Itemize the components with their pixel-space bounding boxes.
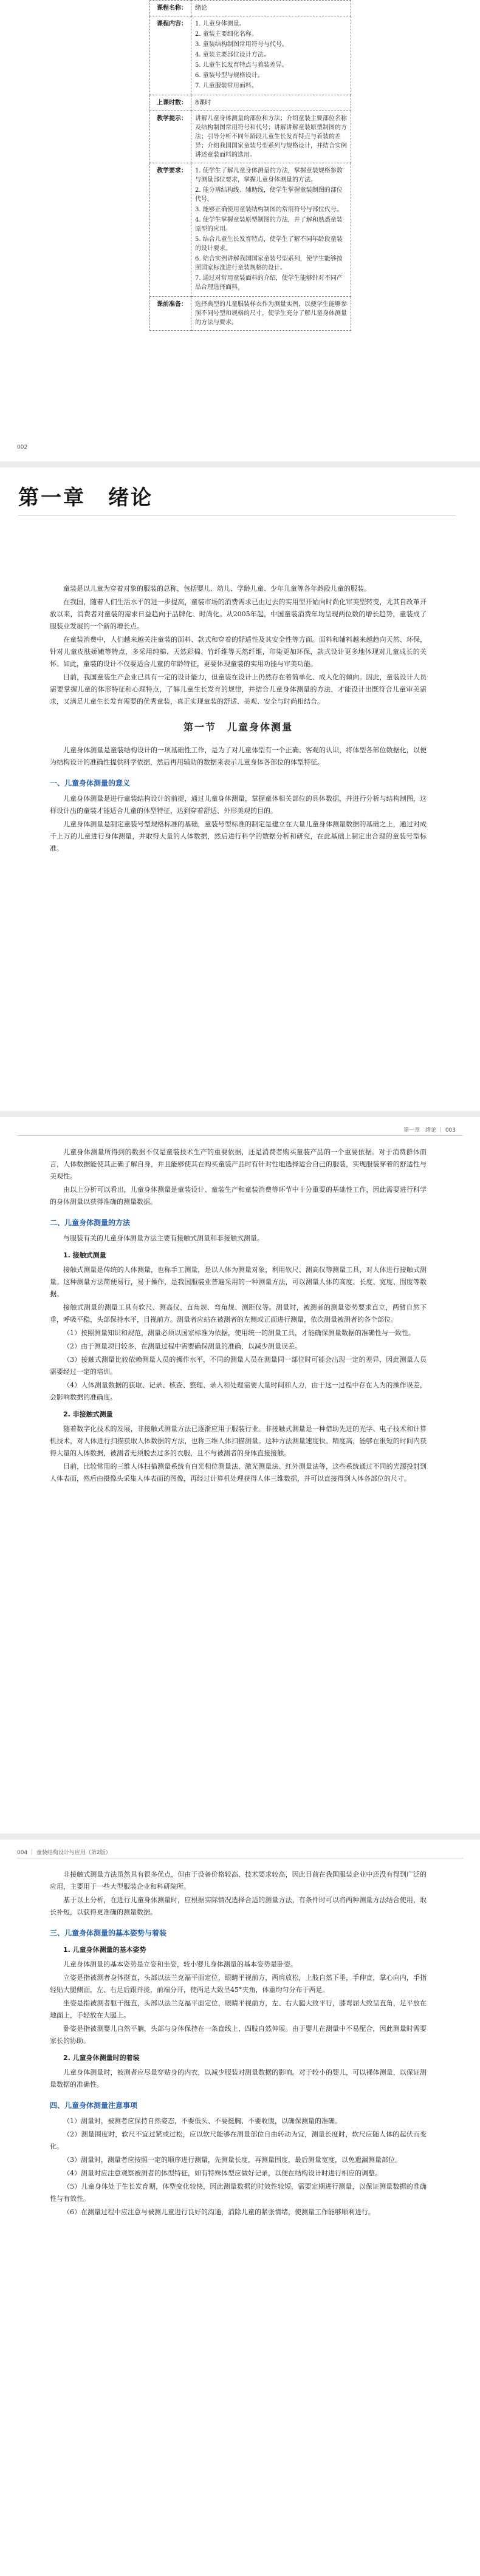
- chapter-title: 第一章 绪论: [18, 486, 153, 510]
- class-preparation-value: 选择典型的儿童服装样衣作为测量实例，以便学生能够参照不同号型和规格的尺寸，使学生充分了解儿童身体测量的方法与要求。: [191, 297, 351, 331]
- list-item: 4. 童装主要部位设计方法。: [195, 52, 270, 58]
- list-item: 6. 结合实例讲解我国国家童装号型系列，使学生能够按照国家标准进行童装规格的设计。: [195, 256, 343, 271]
- class-preparation-label: 课前准备：: [150, 297, 191, 331]
- paragraph: 儿童身体测量时，被测者应尽量穿贴身的内衣，以减少服装对测量数据的影响。对于较小的婴儿，可以裸体测量，以保证测量数据的准确性。: [50, 2068, 427, 2088]
- intro-paragraph: 目前，我国童装生产企业已具有一定的设计能力，但童装在设计上仍然存在着简单化、成人化的倾向。因此，童装设计人员需要掌握儿童的体形特征和心理特点，了解儿童生长发育的规律，并结合儿童身体测量的方法，才能设计出既符合儿童审美需求，又满足儿童生长发育需要的优秀童装，真正实现童装的舒适、美观、安全与时尚相结合。: [50, 673, 427, 705]
- page-chapter-opening: [0, 467, 480, 1111]
- list-item: 7. 通过对常用童装面料的介绍，使学生能够针对不同产品合理选择面料。: [195, 275, 343, 291]
- course-info-table: [149, 0, 351, 331]
- intro-paragraph: 在我国，随着人们生活水平的进一步提高，童装市场的消费需求已由过去的实用型开始向时尚化审美型转变，尤其自改革开放以来，消费者对童装的需求日益趋向于品牌化、时尚化。从2005年起，中国童装消费年均呈现两位数的增长趋势，童装成了服装业发展的一个新的增长点。: [50, 598, 427, 630]
- note-item: （6）在测量过程中应注意与被测儿童进行良好的沟通，消除儿童的紧张情绪，使测量工作能够顺利进行。: [63, 2208, 375, 2216]
- list-item: 5. 结合儿童生长发育特点，使学生了解不同年龄段童装的设计要求。: [195, 236, 343, 252]
- course-name-label: 课程名称：: [150, 1, 191, 16]
- note-item: （4）测量时应注意观察被测者的体型特征，如有特殊体型应做好记录，以便在结构设计时进行相应的调整。: [63, 2169, 382, 2177]
- paragraph: 非接触式测量方法虽然具有很多优点，但由于设备价格较高、技术要求较高，因此目前在我国服装企业中还没有得到广泛的应用，主要用于一些大型服装企业和科研院所。: [50, 1871, 427, 1891]
- list-item: 5. 儿童生长发育特点与着装差异。: [195, 62, 288, 69]
- page-number: 002: [17, 444, 28, 450]
- paragraph: 与服装有关的儿童身体测量方法主要有接触式测量和非接触式测量。: [63, 1234, 264, 1242]
- list-item: 2. 能分辨结构线、辅助线，使学生掌握童装制图的部位代号。: [195, 187, 343, 203]
- list-item: 6. 童装号型与规格设计。: [195, 72, 264, 79]
- paragraph: 坐姿是指被测者躯干挺直，头部以法兰克福平面定位，眼睛平视前方，左、右大腿大致平行，膝弯屈大致呈直角，足平放在地面上，手轻放在大腿上。: [50, 1999, 427, 2019]
- list-item: 1. 儿童身体测量。: [195, 21, 245, 27]
- course-content-label: 课程内容：: [150, 16, 191, 95]
- paragraph: 随着数字化技术的发展，非接触式测量方法已逐渐应用于服装行业。非接触式测量是一种借助先进的光学、电子技术和计算机技术，对人体进行扫描获取人体数据的方法，也称三维人体扫描测量。这种方法测量速度快、精度高，能够在很短的时间内获得大量的人体数据，被测者无须脱去过多的衣服，且不与被测者的身体直接接触。: [50, 1425, 427, 1457]
- note-item: （5）儿童身体处于生长发育期，体型变化较快，因此测量数据的时效性较短，需要定期进行测量，以保证测量数据的准确性与有效性。: [50, 2183, 427, 2203]
- paragraph: 由以上分析可以看出，儿童身体测量是童装设计、童装生产和童装消费等环节中十分重要的基础性工作，因此需要进行科学的身体测量以获得准确的测量数据。: [50, 1186, 427, 1206]
- minor-heading: 1. 儿童身体测量的基本姿势: [63, 1946, 146, 1954]
- minor-heading: 2. 非接触式测量: [63, 1410, 113, 1418]
- list-item: 3. 能够正确使用童装结构制图的常用符号与部位代号。: [195, 206, 343, 213]
- class-hours-value: 8课时: [191, 95, 351, 111]
- class-preparation-row: [150, 297, 351, 331]
- page-course-info: [0, 0, 480, 461]
- teaching-requirements-row: [150, 163, 351, 297]
- paragraph: 接触式测量是传统的人体测量，也称手工测量，是以人体为测量对象，利用软尺、测高仪等测量工具，对人体进行接触式测量。这种测量方法简便易行，易于操作，是我国服装业普遍采用的一种测量方法，可以测量人体的高度、长度、宽度、围度等数据。: [50, 1266, 427, 1298]
- course-name-value: 绪论: [191, 1, 351, 16]
- class-hours-label: 上课时数：: [150, 95, 191, 111]
- paragraph: （4）人体测量数据的获取、记录、核查、整理、录入和处理需要大量时间和人力，由于这一过程中存在人为的操作误差，会影响数据的准确度。: [50, 1381, 427, 1401]
- list-item: 7. 儿童服装常用面料。: [195, 83, 258, 89]
- paragraph: 接触式测量的测量工具有软尺、测高仪、直角规、弯角规、测距仪等。测量时，被测者的测量姿势要求直立，两臂自然下垂，呼吸平稳，头部保持水平，目视前方。测量者应站在被测者的左侧或正面进行测量，依次测量被测者的各个部位。: [50, 1303, 427, 1324]
- section-intro: 儿童身体测量是童装结构设计的一项基础性工作，是为了对儿童体型有一个正确、客观的认识，将体型各部位数据化，以便为结构设计的准确性提供科学依据，然后再用辅助的数据来表示儿童身体各部位的体型特征。: [50, 746, 427, 766]
- note-item: （3）测量时，测量者应按照一定的顺序进行测量，先测量长度，再测量围度，最后测量宽度，以免遗漏测量部位。: [63, 2156, 402, 2164]
- list-item: 3. 童装结构制图常用符号与代号。: [195, 41, 288, 48]
- paragraph: （2）由于测量项目较多，在测量过程中需要确保测量的准确，以减少测量误差。: [63, 1342, 301, 1350]
- subsection-paragraph: 儿童身体测量是制定童装号型规格标准的基础，童装号型标准的制定是建立在大量儿童身体测量数据的基础之上，通过对成千上万的儿童进行身体测量，并取得大量的人体数据，然后进行科学的数据分析和研究，在此基础上制定出合理的童装号型标准。: [50, 820, 427, 852]
- page-004: [0, 1840, 480, 2576]
- class-hours-row: [150, 95, 351, 111]
- paragraph: 基于以上分析，在进行儿童身体测量时，应根据实际情况选择合适的测量方法，有条件时可以将两种测量方法结合使用，取长补短，以获得更准确的测量数据。: [50, 1896, 427, 1916]
- header-divider: [17, 1135, 463, 1136]
- paragraph: 儿童身体测量所得到的数据不仅是童装技术生产的重要依据，还是消费者购买童装产品的一个重要依据。对于消费群体而言，人体数据能使其正确了解自身，并且能够使其在购买童装产品时有针对性地选择适合自己的服装，实现服装穿着的舒适性与美观性。: [50, 1148, 427, 1180]
- chapter-body: [50, 583, 427, 856]
- course-name-row: [150, 1, 351, 16]
- subsection-title: 三、儿童身体测量的基本姿势与着装: [50, 1929, 167, 1937]
- paragraph: （3）接触式测量比较依赖测量人员的操作水平，不同的测量人员在测量同一部位时可能会出现一定的差异，因此测量人员需要经过一定的培训。: [50, 1356, 427, 1376]
- intro-paragraph: 在童装消费中，人们越来越关注童装的面料、款式和穿着的舒适性及其安全性等方面。面料和辅料越来越趋向天然、环保，针对儿童皮肤娇嫩等特点，多采用纯棉、天然彩棉、竹纤维等天然纤维，印染更加环保，款式设计更多地体现对儿童成长的关怀。如此，童装的设计不仅要适合儿童的年龄特征，更要体现童装的实用功能与审美功能。: [50, 636, 427, 668]
- page-body: [50, 1869, 427, 2220]
- subsection-paragraph: 儿童身体测量是进行童装结构设计的前提，通过儿童身体测量，掌握童体相关部位的具体数据，并进行分析与结构制图，这样设计出的童装才能适合儿童的体型特征，达到穿着舒适、外形美观的目的。: [50, 795, 427, 815]
- list-item: 1. 使学生了解儿童身体测量的方法，掌握童装规格参数与测量部位要求，掌握儿童身体测量的方法。: [195, 168, 343, 183]
- page-body: [50, 1146, 427, 1486]
- subsection-title: 二、儿童身体测量的方法: [50, 1218, 131, 1227]
- list-item: 4. 使学生掌握童装原型制图的方法，并了解和熟悉童装原型的应用。: [195, 217, 343, 233]
- paragraph: 目前，比较常用的三维人体扫描测量系统有白光相位测量法、激光测量法、红外测量法等，这些系统通过不同的光源投射到人体表面，然后由摄像头采集人体表面的图像，再经过计算机处理获得人体三维数据，并可以直接得到人体各部位的尺寸。: [50, 1463, 427, 1483]
- subsection-title: 四、儿童身体测量注意事项: [50, 2101, 138, 2110]
- section-title: 第一节 儿童身体测量: [183, 721, 293, 733]
- paragraph: 儿童身体测量的基本姿势是立姿和坐姿，较小婴儿身体测量的基本姿势是卧姿。: [63, 1960, 297, 1968]
- subsection-title: 一、儿童身体测量的意义: [50, 779, 131, 787]
- list-item: 2. 童装主要细化名称。: [195, 31, 258, 38]
- note-item: （2）测量围度时，软尺不宜过紧或过松，应以软尺能够在测量部位自由转动为宜，测量长度时，软尺应随人体的起伏而变化。: [50, 2130, 427, 2150]
- intro-paragraph: 童装是以儿童为穿着对象的服装的总称，包括婴儿、幼儿、学龄儿童、少年儿童等各年龄段儿童的服装。: [63, 585, 371, 593]
- running-head: 004 ｜ 童装结构设计与应用（第2版）: [17, 1850, 111, 1856]
- teaching-tips-value: 讲解儿童身体测量的部位和方法；介绍童装主要部位名称及结构制图常用符号和代号；讲解讲解童装原型制图的方法；引导分析不同年龄段儿童生长发育特点与着装的差异；介绍我国国家童装号型系列与规格设计，并结合实例讲述童装面料的选用。: [191, 111, 351, 163]
- teaching-tips-row: [150, 111, 351, 163]
- page-003: [0, 1117, 480, 1833]
- teaching-tips-label: 教学提示：: [150, 111, 191, 163]
- minor-heading: 1. 接触式测量: [63, 1251, 106, 1259]
- paragraph: 卧姿是指被测婴儿自然平躺，头部与身体保持在一条直线上，四肢自然伸展。由于婴儿在测量中不易配合，因此测量时需要家长的协助。: [50, 2025, 427, 2045]
- paragraph: 立姿是指被测者身体挺直，头部以法兰克福平面定位，眼睛平视前方，两肩放松，上肢自然下垂，手伸直，掌心向内，手指轻贴大腿侧面，左、右足后跟并拢，前端分开，使两足大致呈45°夹角，体重均匀分布于两足。: [50, 1974, 427, 1994]
- course-content-list: [191, 16, 351, 95]
- teaching-requirements-label: 教学要求：: [150, 163, 191, 297]
- note-item: （1）测量时，被测者应保持自然姿态，不要低头、不要挺胸、不要收腹，以确保测量的准确。: [63, 2117, 341, 2125]
- teaching-requirements-list: [191, 163, 351, 297]
- minor-heading: 2. 儿童身体测量时的着装: [63, 2054, 140, 2062]
- paragraph: （1）按照测量知识和规范，测量必须以国家标准为依据，使用统一的测量工具，才能确保测量数据的准确性与一致性。: [63, 1329, 415, 1337]
- course-content-row: [150, 16, 351, 95]
- running-head: 第一章 绪论 ｜ 003: [403, 1127, 456, 1133]
